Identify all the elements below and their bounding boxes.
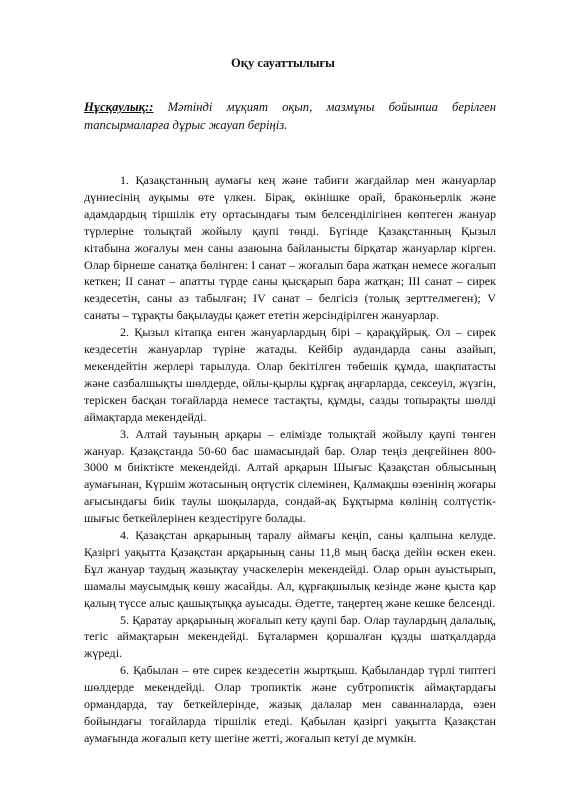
paragraph-2: 2. Қызыл кітапқа енген жануарлардың бірі – қарақұйрық. Ол – сирек кездесетін жануарлар түріне жатады. Кейбір аудандарда саны азайып, мекендейтін жерлері тарылуда. Олар бекітілген төбешік құмда, шақпатасты және сазбалшықты шөлдерде, ойлы-қырлы құрғақ аңғарларда, сексеуіл, жүзгін, терiскен басқан тоғайларда немесе тастақты, құмды, сазды топырақты шөлді аймақтарда мекендейді. <box>84 325 496 424</box>
paragraph-3: 3. Алтай тауының арқары – елімізде толықтай жойылу қаупі төнген жануар. Қазақстанда 50-60 бас шамасындай бар. Олар теңіз деңгейінен 800-3000 м биіктікте мекендейді. Алтай арқарын Шығыс Қазақстан облысының аумағынан, Күршім жотасының оңтүстік сілемінен, Қалмақшы өзенінің жоғары ағысындағы биік таулы шоқыларда, сондай-ақ Бұқтырма көлінің солтүстік-шығыс беткейлерінен кездестіруге болады. <box>84 426 496 526</box>
text-body <box>84 172 496 747</box>
paragraph-5: 5. Қаратау арқарының жоғалып кету қаупі бар. Олар таулардың далалық, тегіс аймақтарын мекендейді. Бұталармен қоршалған құзды шатқалдарда жүреді. <box>84 612 496 661</box>
instruction-label: Нұсқаулық:: <box>84 100 154 114</box>
paragraph-1: 1. Қазақстанның аумағы кең және табиғи жағдайлар мен жануарлар дүниесінің ауқымы өте үлкен. Бірақ, өкінішке орай, браконьерлік және адамдардың тіршілік ету ортасындағы тым белсенділігінен көптеген жануар түрлеріне толықтай жойылу қаупі төнді. Бүгінде Қазақстанның Қызыл кітабына жоғалуы мен саны азаюына байланысты бірқатар жануарлар кірген. Олар бірнеше санатқа бөлінген: I санат – жоғалып бара жатқан немесе жоғалып кеткен; II санат – апатты түрде саны қысқарып бара жатқан; III санат – сирек кездесетін, саны аз табылған; IV санат – белгісіз (толық зерттелмеген); V санаты – тұрақты бақылауды қажет ететін жерсіндірілген жануарлар. <box>84 173 496 323</box>
instruction-block <box>84 98 496 134</box>
paragraph-4: 4. Қазақстан арқарының таралу аймағы кеңіп, саны қалпына келуде. Қазіргі уақытта Қазақстан арқарының саны 11,8 мың басқа дейін өскен екен. Бұл жануар таудың жазықтау учаскелерін мекендейді. Олар орын ауыстырып, шамалы маусымдық көшу жасайды. Ал, құрғақшылық кезінде және қыста қар қалың түссе алыс қашықтыққа ауысады. Әдетте, таңертең және кешке белсенді. <box>84 528 496 610</box>
page-title: Оқу сауаттылығы <box>231 56 335 70</box>
instruction-text: Мәтінді мұқият оқып, мазмұны бойынша берілген тапсырмаларға дұрыс жауап беріңіз. <box>84 100 496 132</box>
paragraph-6: 6. Қабылан – өте сирек кездесетін жыртқыш. Қабыландар түрлі типтегі шөлдерде мекендейді. Олар тропиктік және субтропиктік аймақтардағы ормандарда, тау беткейлерінде, жазық далалар мен саванналарда, өзен бойындағы тоғайларда тіршілік етеді. Қабылан қазіргі уақытта Қазақстан аумағында жоғалып кету шегіне жетті, жоғалып кетуі де мүмкін. <box>84 663 496 745</box>
